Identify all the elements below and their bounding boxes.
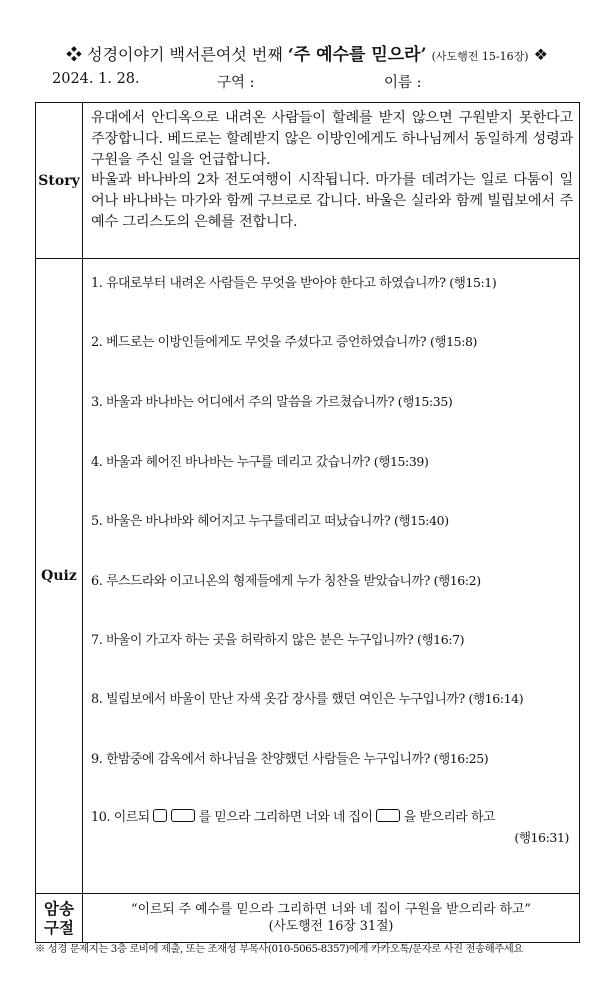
story-row xyxy=(36,103,580,259)
date: 2024. 1. 28. xyxy=(52,71,140,87)
name-label: 이름 : xyxy=(384,75,422,91)
quiz-label: Quiz xyxy=(36,259,83,894)
story-paragraph: 바울과 바나바의 2차 전도여행이 시작됩니다. 마가를 데려가는 일로 다툼이 일어나 바나바는 마가와 함께 구브로로 갑니다. 바울은 실라와 함께 빌립보에서 주 예수 그리스도의 은혜를 전합니다. xyxy=(91,172,573,230)
title-subject: ‘주 예수를 믿으라’ xyxy=(287,45,427,65)
quiz-row xyxy=(36,259,580,894)
footnote: ※ 성경 문제지는 3층 로비에 제출, 또는 조재성 부목사(010-5065-8357)에게 카카오톡/문자로 사진 전송해주세요 xyxy=(35,943,523,955)
answer-blank-box[interactable] xyxy=(376,809,400,822)
quiz-question: 10. 이르되 를 믿으라 그리하면 너와 네 집이 을 받으리라 하고 (행16:31) xyxy=(91,808,573,848)
diamond-icon: ❖ xyxy=(66,45,83,64)
quiz-question: 3. 바울과 바나바는 어디에서 주의 말씀을 가르쳤습니까? (행15:35) xyxy=(91,394,453,410)
story-paragraph: 유대에서 안디옥으로 내려온 사람들이 할례를 받지 않으면 구원받지 못한다고 주장합니다. 베드로는 할례받지 않은 이방인에게도 하나님께서 동일하게 성령과 구원을 주신 일을 언급합니다. xyxy=(91,110,573,168)
story-text xyxy=(83,103,580,259)
memory-verse-reference: (사도행전 16장 31절) xyxy=(268,919,394,934)
quiz-question: 6. 루스드라와 이고니온의 형제들에게 누가 칭찬을 받았습니까? (행16:2) xyxy=(91,573,481,589)
memory-verse xyxy=(83,894,580,943)
memory-row xyxy=(36,894,580,943)
answer-blank-box[interactable] xyxy=(153,809,167,822)
quiz-reference: (행16:31) xyxy=(514,830,569,845)
title-main: 성경이야기 백서른여섯 번째 xyxy=(87,45,283,64)
memory-verse-text: “이르되 주 예수를 믿으라 그리하면 너와 네 집이 구원을 받으리라 하고” xyxy=(131,902,531,917)
worksheet-title xyxy=(0,40,614,65)
quiz-question: 8. 빌립보에서 바울이 만난 자색 옷감 장사를 했던 여인은 누구입니까? (행16:14) xyxy=(91,691,524,707)
quiz-question: 2. 베드로는 이방인들에게도 무엇을 주셨다고 증언하였습니까? (행15:8) xyxy=(91,334,478,350)
story-label: Story xyxy=(36,103,83,259)
memory-label: 암송 구절 xyxy=(36,894,83,943)
worksheet-table xyxy=(35,102,580,943)
answer-blank-box[interactable] xyxy=(171,809,195,822)
district-label: 구역 : xyxy=(217,75,255,91)
diamond-icon: ❖ xyxy=(533,45,548,64)
quiz-question: 9. 한밤중에 감옥에서 하나님을 찬양했던 사람들은 누구입니까? (행16:25) xyxy=(91,751,489,767)
quiz-question: 4. 바울과 헤어진 바나바는 누구를 데리고 갔습니까? (행15:39) xyxy=(91,454,429,470)
quiz-question: 7. 바울이 가고자 하는 곳을 허락하지 않은 분은 누구입니까? (행16:7) xyxy=(91,632,465,648)
quiz-question: 5. 바울은 바나바와 헤어지고 누구를데리고 떠났습니까? (행15:40) xyxy=(91,513,449,529)
quiz-question: 1. 유대로부터 내려온 사람들은 무엇을 받아야 한다고 하였습니까? (행15:1) xyxy=(91,275,497,291)
quiz-questions xyxy=(83,259,580,894)
title-reference: (사도행전 15-16장) xyxy=(431,50,529,63)
